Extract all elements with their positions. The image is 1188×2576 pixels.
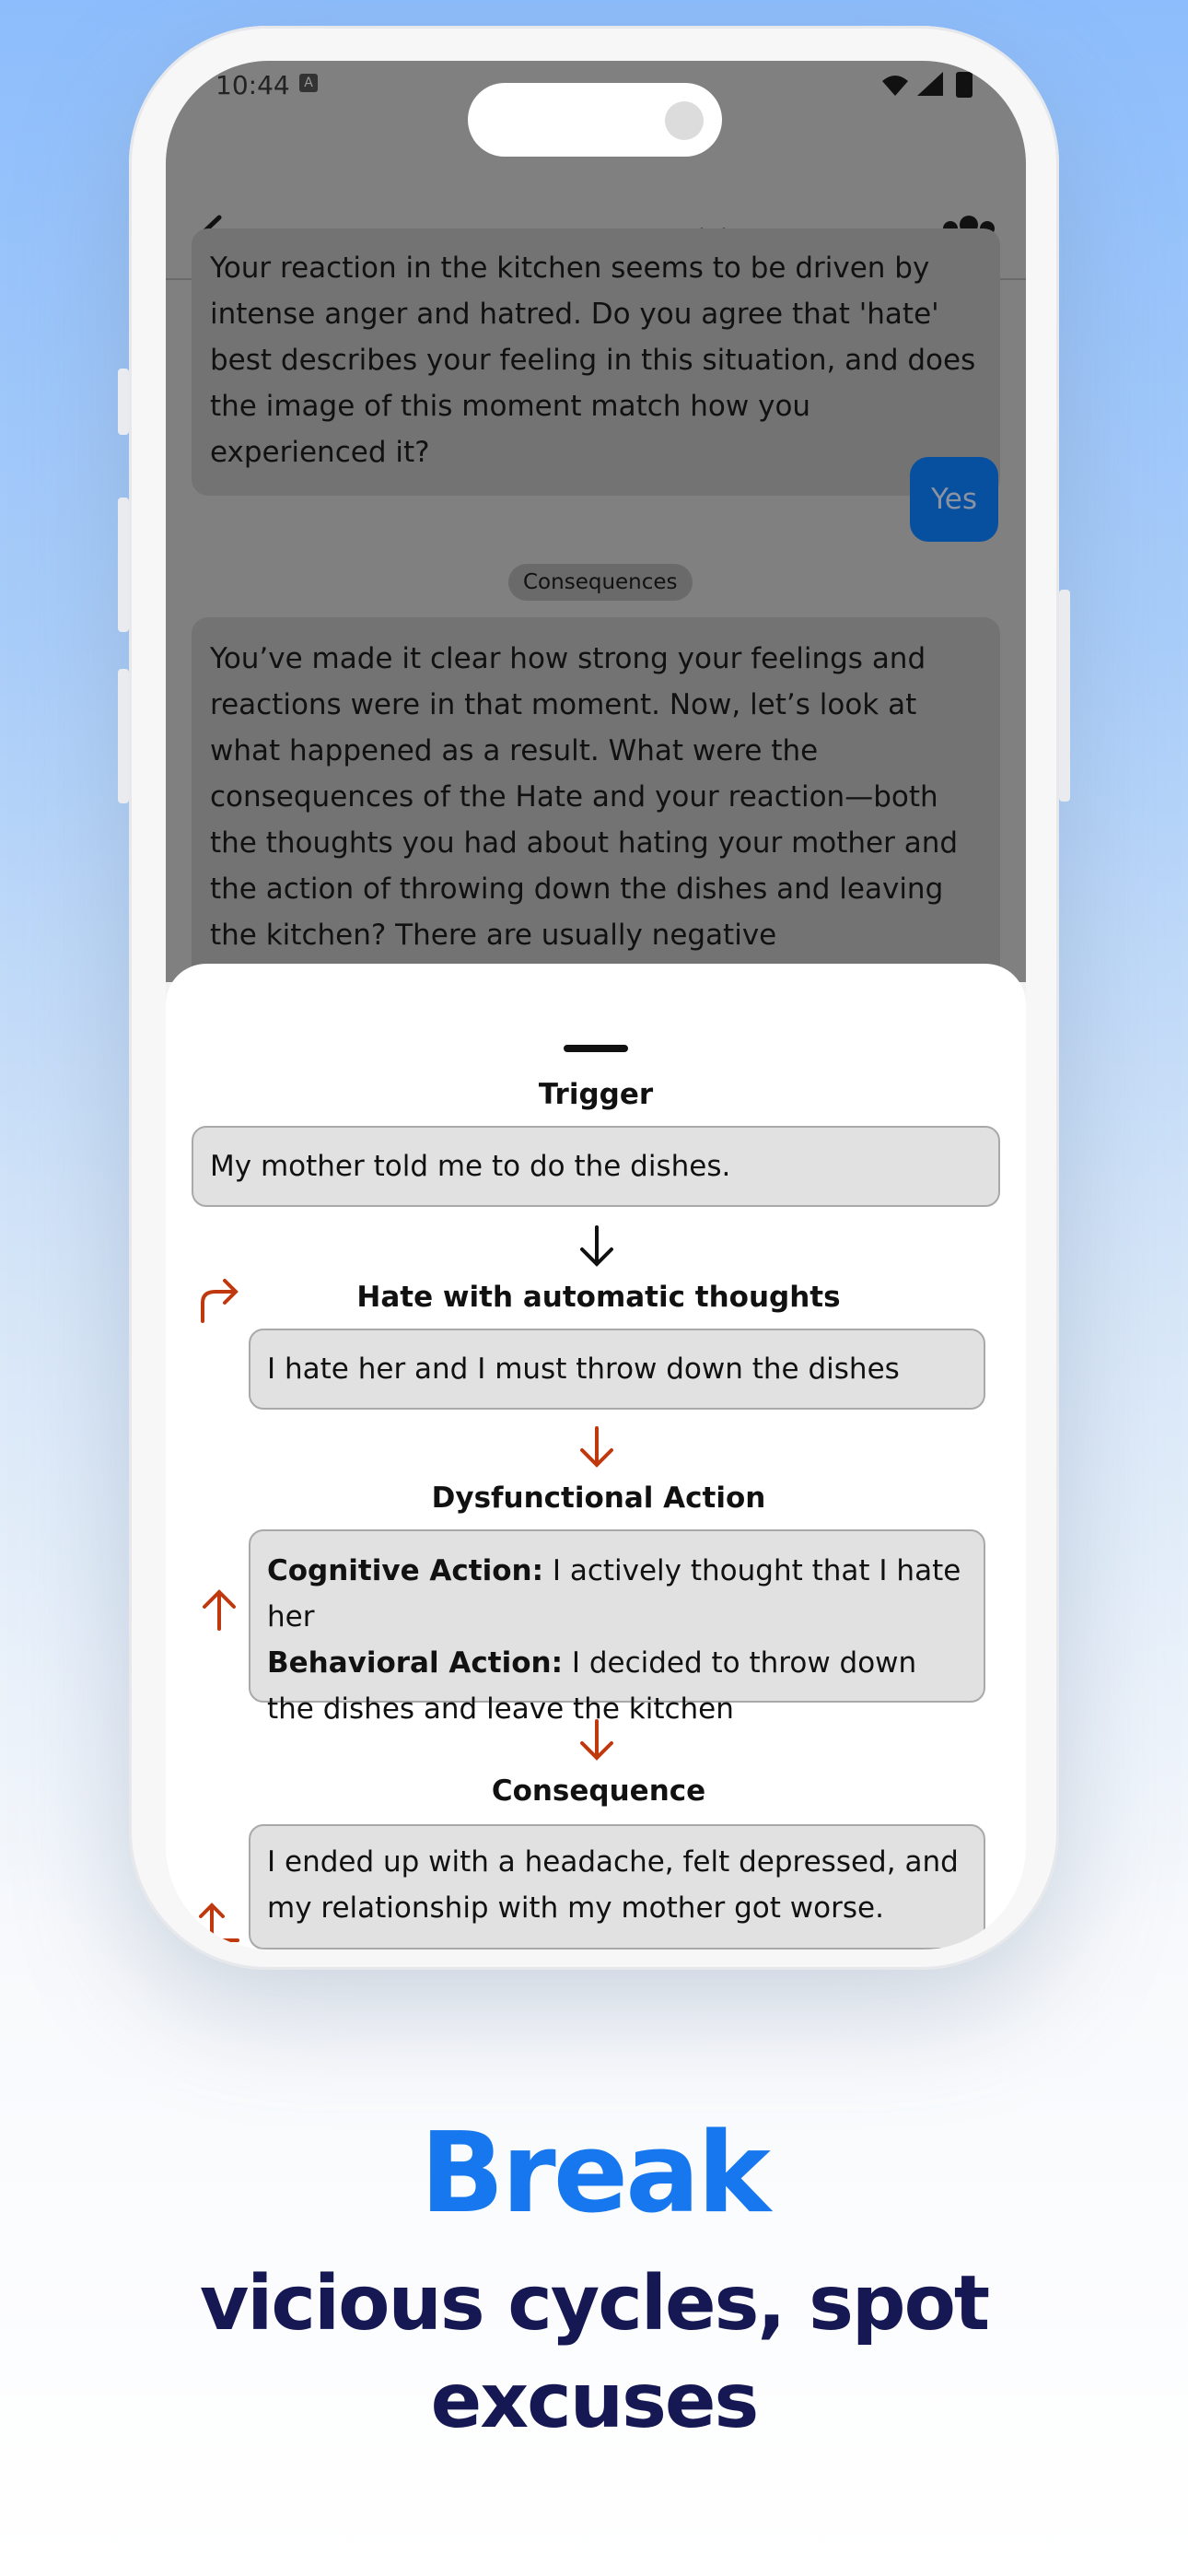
trigger-text: My mother told me to do the dishes. xyxy=(210,1150,731,1183)
behavioral-label: Behavioral Action: xyxy=(267,1646,563,1680)
camera-icon xyxy=(665,101,704,140)
phone-side-button xyxy=(118,498,129,632)
headline-subtitle-text: vicious cycles, spot excuses xyxy=(199,2260,989,2445)
arrow-down-icon xyxy=(577,1717,617,1763)
trigger-box xyxy=(192,1126,1000,1207)
status-time: 10:44 xyxy=(215,70,290,100)
consequence-text: I ended up with a headache, felt depressed, and my relationship with my mother got worse. xyxy=(267,1845,959,1925)
signal-battery-icon xyxy=(879,68,980,101)
sheet-grabber[interactable] xyxy=(564,1045,628,1052)
emotion-box xyxy=(249,1329,985,1410)
assistant-message: You’ve made it clear how strong your feelings and reactions were in that moment. Now, let’s look at what happened as a result. What were the consequences of the Hate and your reaction—both the thoughts you had about hating your mother and the action of throwing down the dishes and leaving the kitchen? There are usually negative xyxy=(192,617,1000,1023)
headline-title: Break xyxy=(420,2110,768,2238)
cycle-sheet xyxy=(166,964,1026,1950)
cognitive-text: I actively thought that I hate her xyxy=(267,1554,961,1633)
dynamic-island xyxy=(468,83,722,157)
assistant-message: Your reaction in the kitchen seems to be driven by intense anger and hatred. Do you agree that 'hate' best describes your feeling in this situation, and does the image of this moment match how you experienced it? xyxy=(192,228,1000,496)
arrow-down-icon xyxy=(577,1424,617,1470)
action-box xyxy=(249,1529,985,1726)
cycle-return-arrow-icon xyxy=(197,1898,243,1946)
phone-side-button xyxy=(118,369,129,435)
emotion-text: I hate her and I must throw down the dishes xyxy=(267,1352,900,1386)
cycle-curved-arrow-icon xyxy=(197,1277,243,1325)
phone-side-button xyxy=(118,669,129,803)
arrow-down-icon xyxy=(577,1224,617,1270)
cognitive-label: Cognitive Action: xyxy=(267,1554,543,1587)
phone-screen xyxy=(166,61,1026,1950)
consequence-title: Consequence xyxy=(491,1774,706,1808)
section-pill: Consequences xyxy=(508,564,693,601)
behavioral-text: I decided to throw down the dishes and leave the kitchen xyxy=(267,1646,917,1726)
trigger-title: Trigger xyxy=(538,1078,654,1111)
user-reply-bubble: Yes xyxy=(910,457,998,542)
action-title: Dysfunctional Action xyxy=(431,1481,766,1515)
emotion-title: Hate with automatic thoughts xyxy=(356,1281,841,1314)
consequence-box xyxy=(249,1824,985,1950)
arrow-up-icon xyxy=(199,1587,239,1633)
headline-subtitle xyxy=(0,2255,1188,2451)
phone-side-button xyxy=(1059,590,1070,802)
status-badge: A xyxy=(299,74,318,92)
